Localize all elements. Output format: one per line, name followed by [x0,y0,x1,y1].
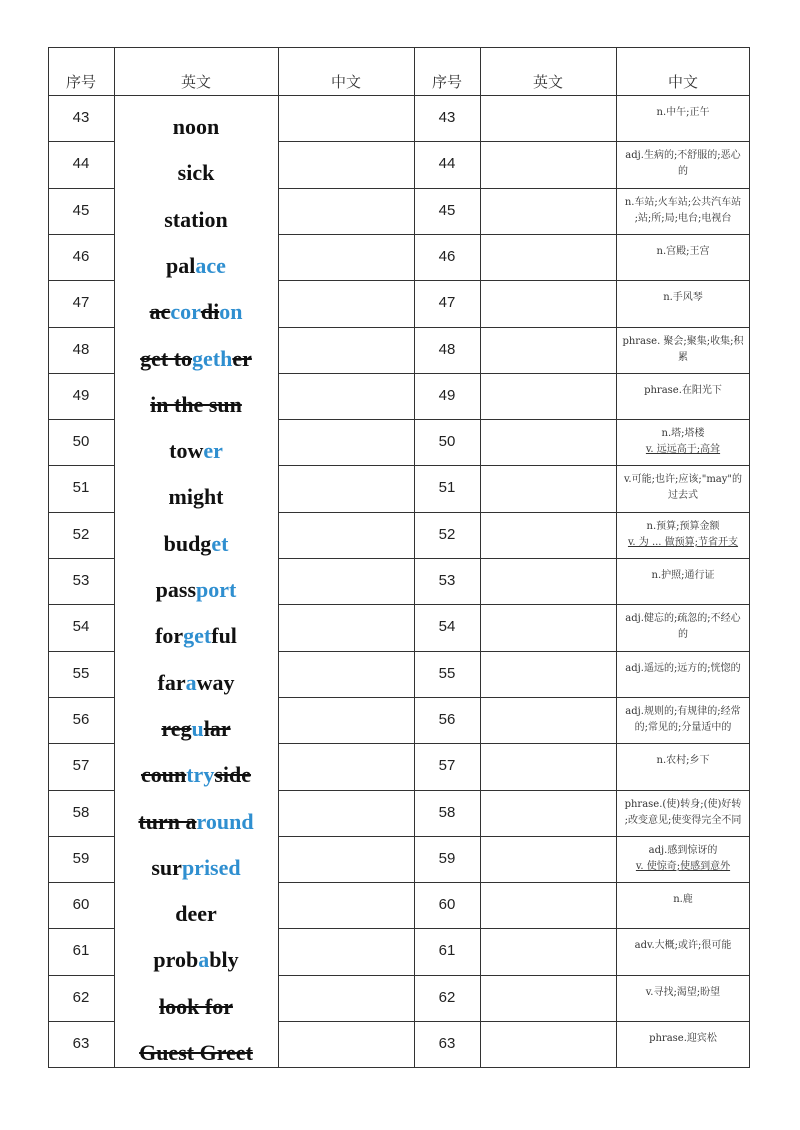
word-turn-around [114,807,278,837]
right-index-cell: 49 [438,386,456,404]
right-index-cell: 50 [438,433,456,451]
right-index-cell: 53 [438,572,456,589]
header-rule [48,95,750,96]
row-rule [278,743,750,744]
word-part: side [214,762,252,788]
word-tower [114,436,278,466]
left-index-cell: 45 [72,201,90,219]
row-rule [278,373,750,374]
definition-line: v. 使惊奇;使感到意外 [635,860,731,872]
word-sick [114,158,278,188]
definition-line: adj.健忘的;疏忽的;不经心 [625,613,741,625]
left-index-cell: 51 [72,479,90,497]
definition-cell [616,290,750,306]
row-rule [278,836,750,837]
row-rule [48,234,114,235]
header-right-chinese: 中文 [667,73,698,91]
word-might [114,482,278,512]
row-rule [48,1021,114,1022]
definition-line: 的 [678,629,688,641]
definition-line: n.农村;乡下 [656,755,710,767]
definition-line: adj.生病的;不舒服的;恶心 [625,150,741,162]
definition-cell [616,105,750,121]
left-index-cell: 54 [72,618,90,636]
definition-line: v.可能;也许;应该;"may"的 [623,474,743,486]
definition-cell [616,753,750,769]
right-index-cell: 44 [438,155,456,173]
word-part: di [200,299,220,325]
left-index-cell: 53 [72,572,90,589]
word-part: on [219,299,243,325]
word-part: tow [169,438,204,464]
word-part: u [191,715,204,741]
word-forgetful [114,621,278,651]
row-rule [278,882,750,883]
row-rule [48,790,114,791]
definition-line: n.车站;火车站;公共汽车站 [624,196,742,208]
right-index-cell: 59 [438,849,456,867]
row-rule [278,975,750,976]
header-right-index: 序号 [431,73,462,91]
word-part: prised [181,854,241,880]
word-part: station [164,206,228,232]
definition-line: n.鹿 [673,894,693,906]
left-index-cell: 49 [72,386,90,404]
row-rule [48,465,114,466]
word-part: get to [140,345,193,371]
row-rule [278,280,750,281]
definition-line: v. 为 ... 做预算;节省开支 [627,536,739,548]
definition-cell [616,892,750,908]
right-index-cell: 46 [438,247,456,265]
word-part: sick [177,160,215,186]
row-rule [278,697,750,698]
row-rule [278,604,750,605]
row-rule [48,836,114,837]
definition-line: ;改变意见;使变得完全不同 [624,814,742,826]
header-left-index: 序号 [65,73,96,91]
definition-cell [616,938,750,954]
left-index-cell: 55 [72,664,90,682]
word-part: ace [195,252,226,278]
word-part: pass [155,577,197,602]
definition-line: ;站;所;局;电台;电视台 [634,212,732,224]
left-index-cell: 50 [72,433,90,451]
word-part: bly [209,947,239,973]
word-countryside [114,760,278,790]
word-accordion [114,297,278,327]
left-index-cell: 48 [72,340,90,358]
definition-cell [616,843,750,875]
definition-cell [616,383,750,399]
definition-cell [616,568,750,584]
left-index-cell: 58 [72,803,90,821]
left-index-cell: 52 [72,525,90,543]
word-regular [114,714,278,744]
row-rule [48,280,114,281]
row-rule [48,373,114,374]
row-rule [48,743,114,744]
right-index-cell: 58 [438,803,456,821]
left-index-cell: 61 [72,942,90,960]
word-part: ac [149,299,171,325]
definition-line: phrase. 聚会;聚集;收集;积 [622,335,744,347]
right-index-cell: 56 [438,710,456,728]
definition-line: phrase.迎宾松 [649,1033,717,1044]
right-index-cell: 54 [438,618,456,636]
definition-line: v. 远远高于;高耸 [645,444,721,456]
definition-cell [616,426,750,458]
word-part: way [196,669,235,695]
table-border-top [48,47,750,48]
row-rule [48,188,114,189]
vocabulary-table [48,47,750,1068]
word-budget [114,529,278,559]
row-rule [48,604,114,605]
definition-line: 累 [678,351,688,363]
row-rule [278,234,750,235]
left-index-cell: 62 [72,988,90,1006]
word-part: turn a [138,808,197,834]
header-right-english: 英文 [532,73,563,91]
word-part: might [168,484,224,510]
row-rule [278,651,750,652]
word-station [114,205,278,235]
definition-cell [616,244,750,260]
row-rule [278,465,750,466]
row-rule [48,651,114,652]
row-rule [48,882,114,883]
word-part: coun [140,762,187,788]
word-part: get [183,623,212,649]
definition-line: adj.感到惊讶的 [648,844,718,856]
definition-line: v.寻找;渴望;盼望 [645,986,721,998]
word-part: round [196,808,254,834]
left-index-cell: 44 [72,155,90,173]
word-guest-greet [114,1038,278,1068]
word-surprised [114,853,278,883]
definition-line: n.预算;预算金额 [646,520,720,532]
word-part: for [155,623,184,649]
right-index-cell: 61 [438,942,456,960]
right-index-cell: 43 [438,109,456,126]
row-rule [278,558,750,559]
definition-cell [616,519,750,551]
word-part: er [232,345,252,371]
right-index-cell: 51 [438,479,456,497]
definition-cell [616,1031,750,1047]
definition-cell [616,472,750,504]
definition-cell [616,148,750,180]
word-look-for [114,992,278,1022]
definition-line: n.手风琴 [663,292,703,304]
left-index-cell: 59 [72,849,90,867]
word-part: pal [166,252,196,278]
definition-cell [616,985,750,1001]
definition-line: n.护照;通行证 [651,570,715,581]
definition-line: n.中午;正午 [656,107,710,118]
definition-line: phrase.(使)转身;(使)好转 [624,798,742,810]
word-part: lar [203,715,231,741]
row-rule [48,697,114,698]
word-part: prob [153,947,199,973]
definition-cell [616,195,750,227]
definition-line: 的 [678,166,688,178]
row-rule [48,512,114,513]
word-part: port [196,577,237,602]
word-part: a [198,947,210,973]
word-deer [114,899,278,929]
definition-line: adv.大概;或许;很可能 [634,940,732,952]
definition-cell [616,661,750,677]
word-get-together [114,344,278,374]
left-index-cell: 46 [72,247,90,265]
row-rule [278,141,750,142]
word-faraway [114,668,278,698]
definition-line: adj.遥远的;远方的;恍惚的 [625,662,741,674]
word-part: geth [192,345,233,371]
row-rule [278,1021,750,1022]
word-part: cor [170,299,201,325]
word-part: in the sun [150,391,242,417]
word-probably [114,945,278,975]
definition-cell [616,797,750,829]
word-part: et [211,530,229,556]
row-rule [278,327,750,328]
right-index-cell: 63 [438,1035,456,1052]
word-part: reg [161,715,192,741]
word-noon [114,112,278,142]
definition-cell [616,704,750,736]
right-index-cell: 57 [438,757,456,775]
row-rule [278,928,750,929]
definition-cell [616,334,750,366]
row-rule [48,141,114,142]
word-part: deer [175,901,217,927]
word-part: budg [163,530,212,556]
definition-line: adj.规则的;有规律的;经常 [625,705,741,717]
row-rule [48,327,114,328]
definition-line: phrase.在阳光下 [644,384,722,396]
row-rule [278,419,750,420]
word-passport [114,575,278,605]
definition-line: n.宫殿;王宫 [656,245,710,257]
right-index-cell: 62 [438,988,456,1006]
left-index-cell: 63 [72,1035,90,1052]
left-index-cell: 47 [72,294,90,312]
row-rule [278,188,750,189]
word-part: far [157,669,186,695]
left-index-cell: 43 [72,109,90,126]
right-index-cell: 60 [438,896,456,914]
word-part: try [186,762,215,788]
right-index-cell: 55 [438,664,456,682]
header-left-chinese: 中文 [330,73,361,91]
right-index-cell: 45 [438,201,456,219]
left-index-cell: 60 [72,896,90,914]
definition-cell [616,611,750,643]
row-rule [278,790,750,791]
row-rule [48,419,114,420]
right-index-cell: 52 [438,525,456,543]
word-palace [114,251,278,281]
word-part: er [203,438,223,464]
left-index-cell: 57 [72,757,90,775]
definition-line: n.塔;塔楼 [661,428,705,440]
header-left-english: 英文 [180,73,211,91]
word-part: a [185,669,197,695]
word-part: ful [211,623,237,649]
word-in-the-sun [114,390,278,420]
word-part: noon [172,114,220,139]
row-rule [48,975,114,976]
right-index-cell: 47 [438,294,456,312]
definition-line: 的;常见的;分量适中的 [634,721,732,733]
row-rule [48,558,114,559]
definition-line: 过去式 [668,490,698,502]
row-rule [278,512,750,513]
word-part: look for [159,993,233,1019]
left-index-cell: 56 [72,710,90,728]
right-index-cell: 48 [438,340,456,358]
row-rule [48,928,114,929]
word-part: Guest Greet [139,1040,253,1065]
word-part: sur [151,854,182,880]
